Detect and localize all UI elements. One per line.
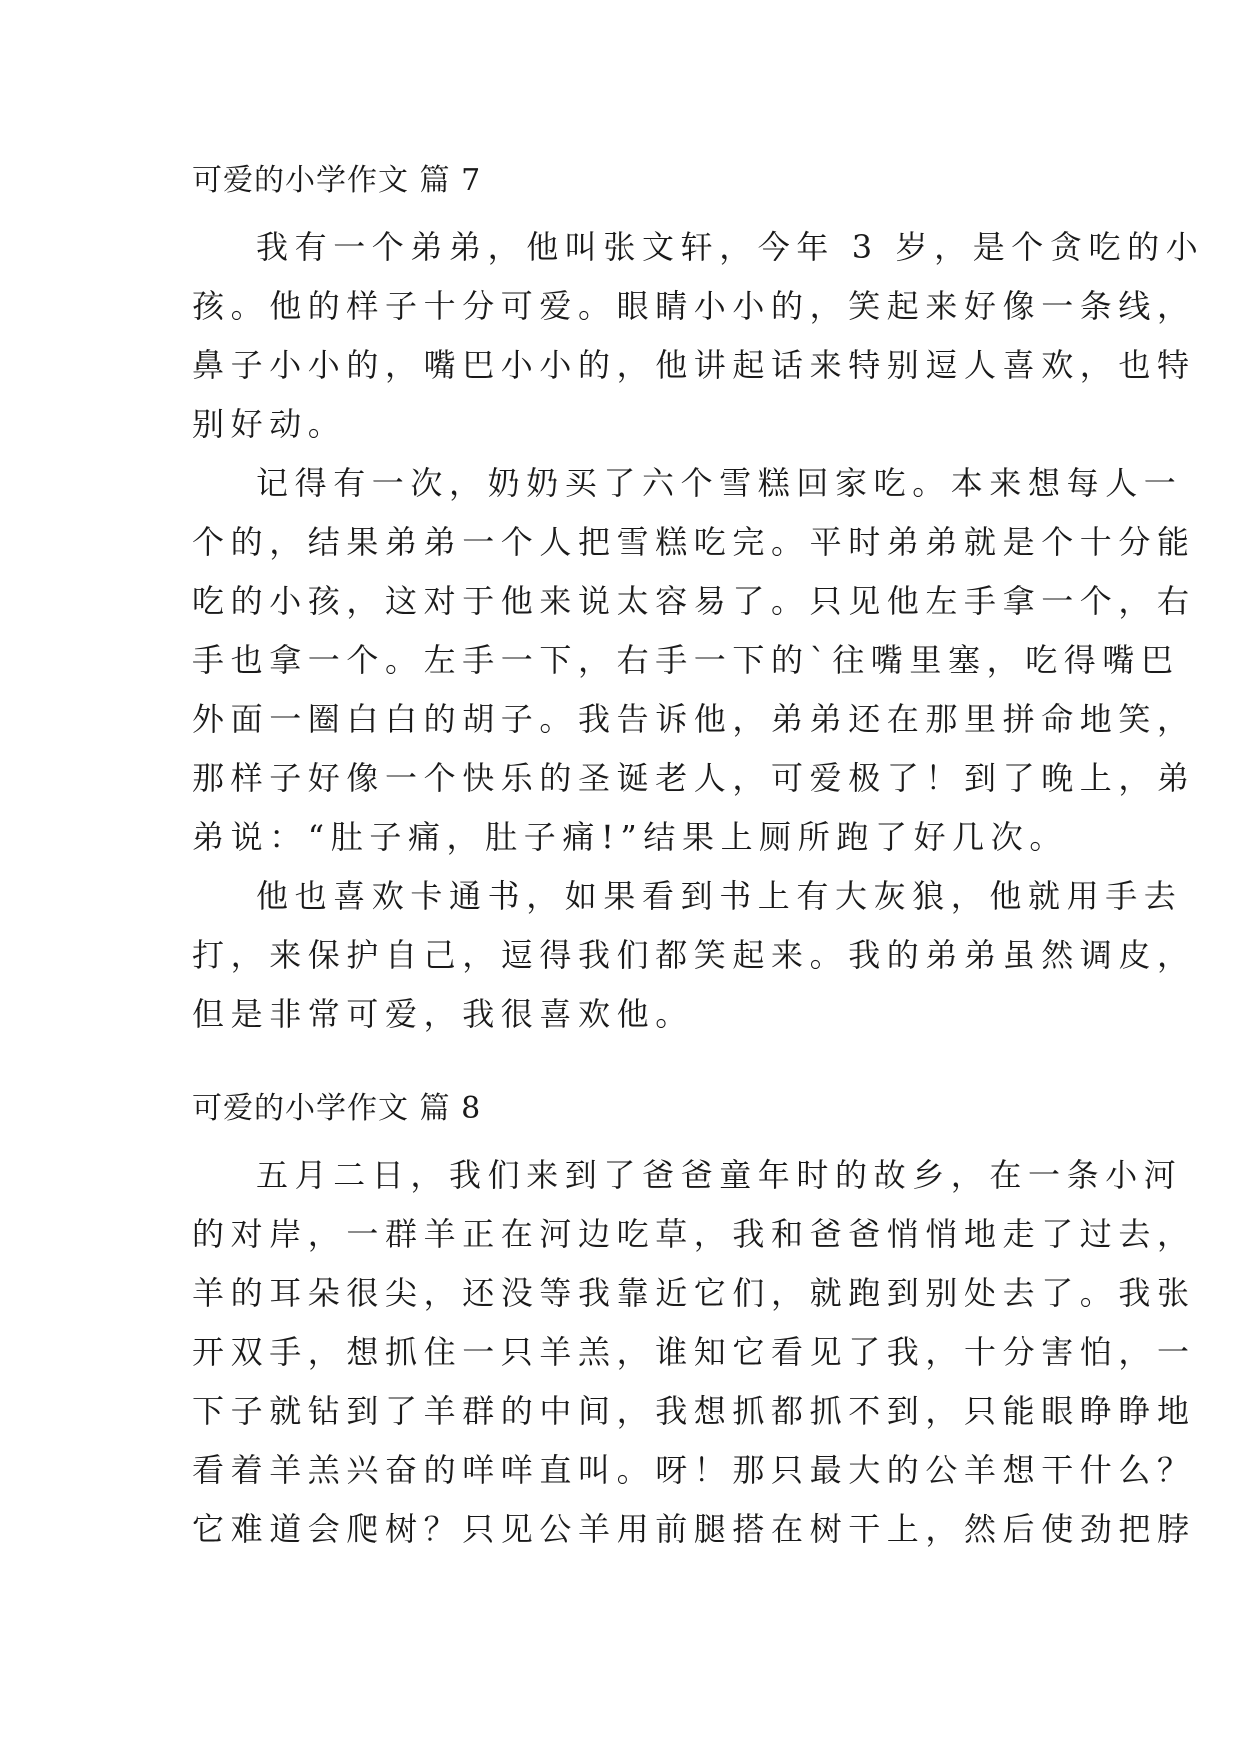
essay-section-8	[192, 1088, 1196, 1559]
text-line: 外面一圈白白的胡子。我告诉他，弟弟还在那里拼命地笑，	[192, 700, 1196, 738]
paragraph	[192, 454, 1196, 867]
text-line: 他也喜欢卡通书，如果看到书上有大灰狼，他就用手去	[256, 877, 1183, 915]
text-line: 开双手，想抓住一只羊羔，谁知它看见了我，十分害怕，一	[192, 1333, 1196, 1371]
text-line: 但是非常可爱，我很喜欢他。	[192, 995, 694, 1033]
paragraph	[192, 218, 1205, 454]
section-title: 可爱的小学作文 篇 8	[192, 1091, 482, 1126]
text-line: 我有一个弟弟，他叫张文轩，今年 3 岁，是个贪吃的小	[256, 228, 1205, 266]
text-line: 看着羊羔兴奋的咩咩直叫。呀！那只最大的公羊想干什么？	[192, 1451, 1196, 1489]
paragraph	[192, 1146, 1196, 1559]
text-line: 五月二日，我们来到了爸爸童年时的故乡，在一条小河	[256, 1156, 1183, 1194]
text-line: 弟说：“肚子痛，肚子痛!”结果上厕所跑了好几次。	[192, 818, 1068, 856]
text-line: 下子就钻到了羊群的中间，我想抓都抓不到，只能眼睁睁地	[192, 1392, 1196, 1430]
paragraph	[192, 867, 1196, 1044]
text-line: 羊的耳朵很尖，还没等我靠近它们，就跑到别处去了。我张	[192, 1274, 1196, 1312]
essay-section-7	[192, 160, 1205, 1044]
text-line: 它难道会爬树？只见公羊用前腿搭在树干上，然后使劲把脖	[192, 1510, 1196, 1548]
text-line: 打，来保护自己，逗得我们都笑起来。我的弟弟虽然调皮，	[192, 936, 1196, 974]
text-line: 别好动。	[192, 405, 347, 443]
section-title: 可爱的小学作文 篇 7	[192, 163, 482, 198]
text-line: 手也拿一个。左手一下，右手一下的`往嘴里塞，吃得嘴巴	[192, 641, 1180, 679]
text-line: 个的，结果弟弟一个人把雪糕吃完。平时弟弟就是个十分能	[192, 523, 1196, 561]
text-line: 的对岸，一群羊正在河边吃草，我和爸爸悄悄地走了过去，	[192, 1215, 1196, 1253]
text-line: 鼻子小小的，嘴巴小小的，他讲起话来特别逗人喜欢，也特	[192, 346, 1196, 384]
text-line: 吃的小孩，这对于他来说太容易了。只见他左手拿一个，右	[192, 582, 1196, 620]
text-line: 那样子好像一个快乐的圣诞老人，可爱极了！到了晚上，弟	[192, 759, 1196, 797]
text-line: 孩。他的样子十分可爱。眼睛小小的，笑起来好像一条线，	[192, 287, 1196, 325]
text-line: 记得有一次，奶奶买了六个雪糕回家吃。本来想每人一	[256, 464, 1183, 502]
